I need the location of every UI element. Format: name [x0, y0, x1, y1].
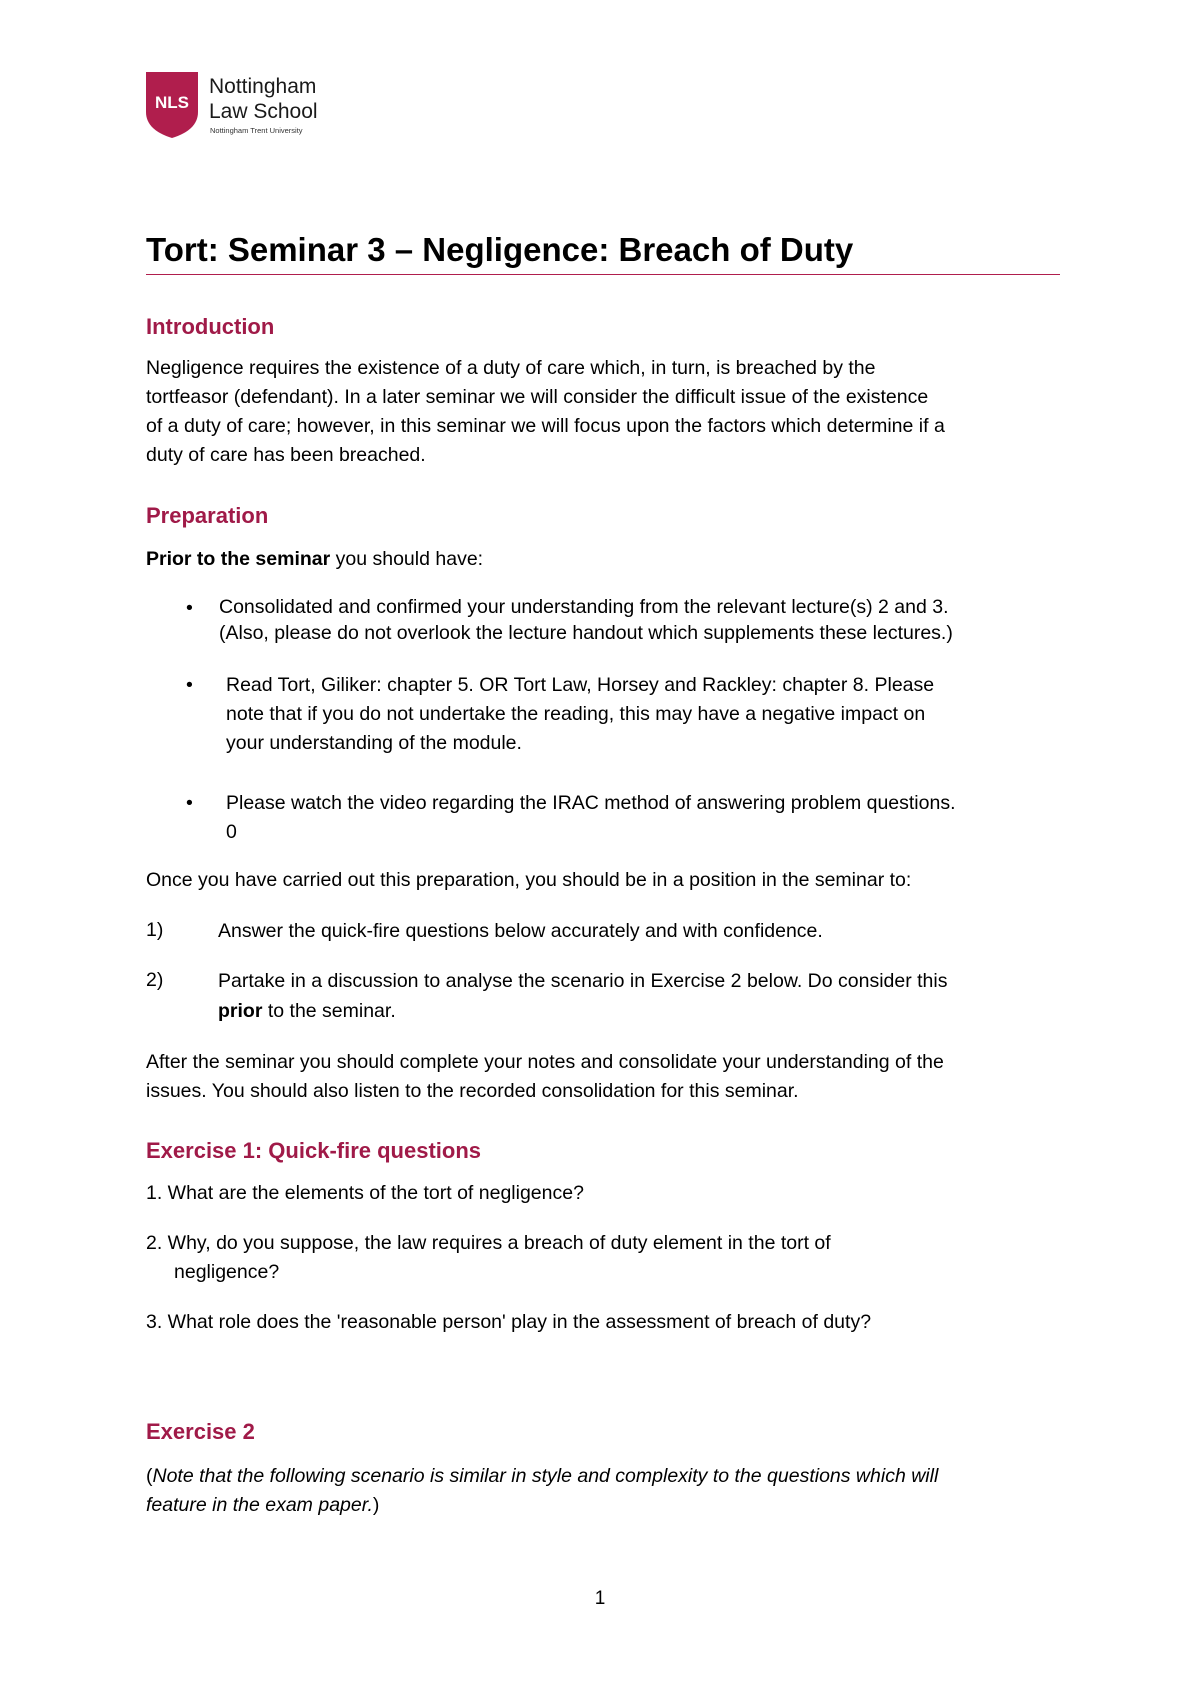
bullet-1-text: Consolidated and confirmed your understanding from the relevant lecture(s) 2 and 3. (Also, please do not overlook the lecture handout which supplements these lectures.) [219, 596, 953, 644]
nls-logo [146, 72, 346, 144]
title-underline [146, 274, 1060, 275]
preparation-heading: Preparation [146, 503, 269, 528]
logo-shield-text: NLS [155, 93, 189, 112]
bullet-3-glyph: • [186, 792, 193, 814]
exercise-2-heading: Exercise 2 [146, 1419, 255, 1444]
bullet-2-text: Read Tort, Giliker: chapter 5. OR Tort Law, Horsey and Rackley: chapter 8. Please note that if you do not undertake the reading, this may have a negative impact on your understanding of the module. [226, 674, 935, 754]
introduction-paragraph: Negligence requires the existence of a duty of care which, in turn, is breached by the tortfeasor (defendant). In a later seminar we will consider the difficult issue of the existence of a duty of care; however, in this seminar we will focus upon the factors which determine if a duty of care has been breached. [146, 357, 945, 466]
page-title: Tort: Seminar 3 – Negligence: Breach of Duty [146, 231, 854, 268]
page-number: 1 [594, 1588, 606, 1609]
question-2: 2. Why, do you suppose, the law requires a breach of duty element in the tort of negligence? [146, 1232, 831, 1283]
logo-name: Nottingham Law School [209, 75, 318, 123]
item-2-number: 2) [146, 969, 164, 991]
bullet-1-glyph: • [186, 597, 193, 619]
once-paragraph: Once you have carried out this preparation, you should be in a position in the seminar to: [146, 869, 912, 891]
prior-to-seminar-line: Prior to the seminar you should have: [146, 548, 484, 570]
exercise-2-note: (Note that the following scenario is similar in style and complexity to the questions which will feature in the exam paper.) [146, 1465, 939, 1516]
after-seminar-paragraph: After the seminar you should complete your notes and consolidate your understanding of the issues. You should also listen to the recorded consolidation for this seminar. [146, 1051, 944, 1102]
introduction-heading: Introduction [146, 314, 275, 339]
question-1: 1. What are the elements of the tort of negligence? [146, 1182, 584, 1204]
question-3: 3. What role does the 'reasonable person' play in the assessment of breach of duty? [146, 1311, 872, 1333]
item-1-number: 1) [146, 919, 164, 941]
bullet-2-glyph: • [186, 674, 193, 696]
logo-subtitle: Nottingham Trent University [210, 126, 303, 135]
item-2-text: Partake in a discussion to analyse the scenario in Exercise 2 below. Do consider this prior to the seminar. [218, 970, 948, 1022]
exercise-1-heading: Exercise 1: Quick-fire questions [146, 1138, 482, 1163]
bullet-3-text: Please watch the video regarding the IRAC method of answering problem questions. 0 [226, 792, 956, 843]
item-1-text: Answer the quick-fire questions below accurately and with confidence. [218, 920, 823, 942]
